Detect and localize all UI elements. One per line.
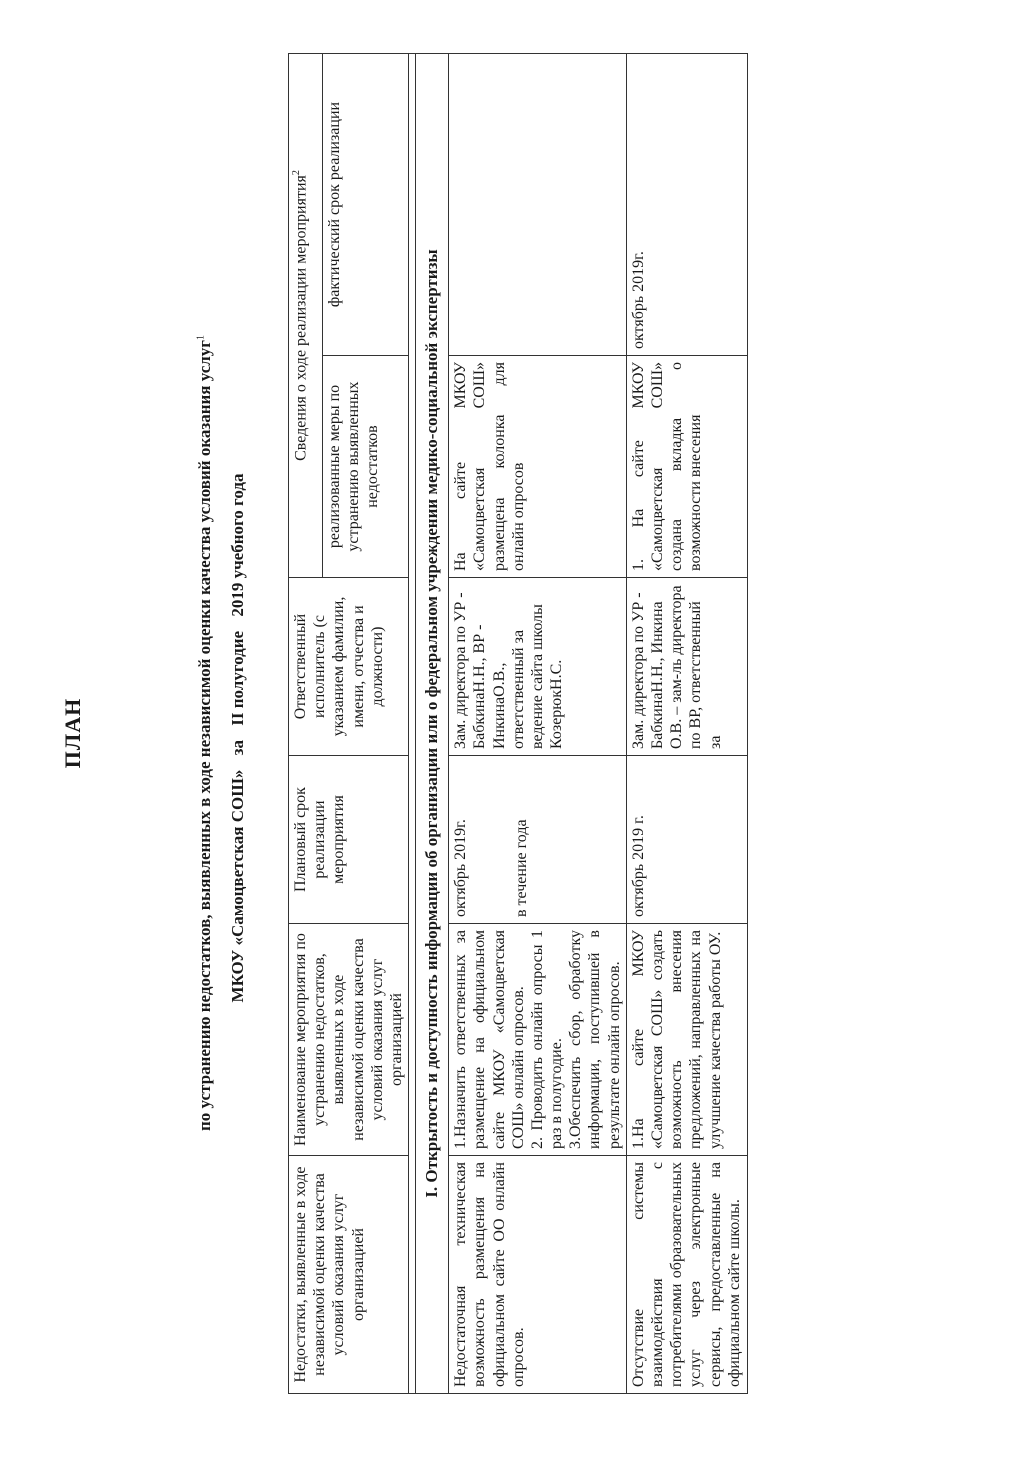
cell-implemented: На сайте МКОУ «Самоцветская СОШ» размещена колонка для онлайн опросов [449, 356, 627, 578]
cell-shortcoming: Недостаточная техническая возможность размещения на официальном сайте ОО онлайн опросов. [449, 1156, 627, 1394]
organization-name: МКОУ «Самоцветская СОШ» [228, 769, 247, 1003]
cell-deadline [449, 756, 627, 924]
implemented-text: 1. На сайте МКОУ «Самоцветская СОШ» создана вкладка о возможности внесения [629, 362, 705, 571]
cell-responsible [626, 578, 747, 756]
header-progress-footnote: 2 [291, 170, 302, 176]
responsible-primary: Зам. директора по УР - БабкинаН.Н., ВР - ИнкинаО.В., ответственный за ведение сайта школы [452, 592, 546, 749]
subtitle-footnote: 1 [195, 334, 207, 340]
spacer-cell [409, 54, 416, 1394]
measure-item: 1.Назначить ответственных за размещение на официальном сайте МКОУ «Самоцветская СОШ» онлайн опросов. [452, 930, 527, 1149]
cell-measures [449, 924, 627, 1156]
header-progress-text: Сведения о ходе реализации мероприятия [292, 175, 310, 461]
document-title: ПЛАН [60, 697, 85, 769]
table-row [626, 54, 747, 1394]
section-title: I. Открытость и доступность информации об организации или о федеральном учреждении медико-социальной экспертизы [416, 54, 449, 1394]
header-responsible: Ответственный исполнитель (с указанием фамилии, имени, отчества и должности) [289, 578, 409, 756]
cell-deadline [626, 756, 747, 924]
cell-implemented [626, 356, 747, 578]
organization-line [228, 0, 248, 1466]
period-prefix: за [228, 740, 247, 756]
header-measure-name: Наименование мероприятия по устранению недостатков, выявленных в ходе независимой оценки качества условий оказания услуг организацией [289, 924, 409, 1156]
header-planned-deadline: Плановый срок реализации мероприятия [289, 756, 409, 924]
header-shortcomings: Недостатки, выявленные в ходе независимой оценки качества условий оказания услуг организацией [289, 1156, 409, 1394]
header-implemented-measures: реализованные меры по устранению выявленных недостатков [322, 356, 408, 578]
deadline-primary: октябрь 2019г. [452, 819, 470, 917]
spacer-row [409, 54, 416, 1394]
school-year: 2019 учебного года [228, 473, 247, 617]
subtitle-text: по устранению недостатков, выявленных в ходе независимой оценки качества условий оказания услуг [195, 339, 214, 1132]
deadline-secondary: в течение года [513, 819, 531, 917]
header-progress-group [289, 54, 323, 578]
cell-shortcoming: Отсутствие системы взаимодействия с потребителями образовательных услуг через электронные сервисы, предоставленные на официальном сайте школы. [626, 1156, 747, 1394]
cell-actual-date: октябрь 2019г. [626, 54, 747, 356]
measure-item: 2. Проводить онлайн опросы 1 раз в полугодие. [528, 930, 566, 1149]
cell-responsible [449, 578, 627, 756]
responsible-primary: Зам. директора по УР - БабкинаН.Н., Инкина О.В. – зам-ль директора по ВР, ответственный за [629, 585, 724, 749]
measure-item: 3.Обеспечить сбор, обработку информации, поступившей в результате онлайн опросов. [567, 930, 623, 1149]
measure-item: 1.На сайте МКОУ «Самоцветская СОШ» создать возможность внесения предложений, направленных на улучшение качества работы ОУ. [629, 930, 724, 1149]
responsible-secondary: КозерюкН.С. [548, 659, 566, 749]
cell-measures [626, 924, 747, 1156]
plan-table [288, 53, 748, 1394]
table-row [449, 54, 627, 1394]
period: II полугодие [228, 630, 247, 726]
deadline-primary: октябрь 2019 г. [629, 815, 647, 917]
table-header-row [289, 54, 323, 1394]
section-row [416, 54, 449, 1394]
document-subtitle [195, 0, 215, 1466]
header-actual-deadline: фактический срок реализации [322, 54, 408, 356]
cell-actual-date [449, 54, 627, 356]
